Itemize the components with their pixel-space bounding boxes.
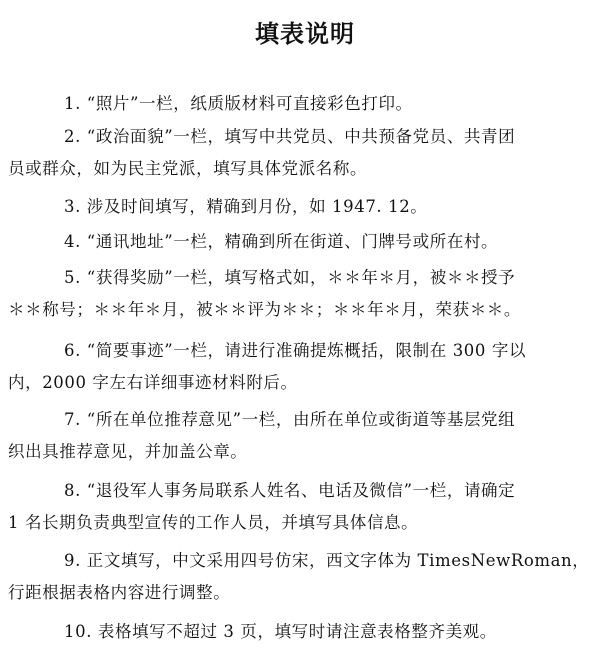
item-line: ＊＊称号；＊＊年＊月，被＊＊评为＊＊；＊＊年＊月，荣获＊＊。 xyxy=(8,300,521,319)
instruction-item-8 xyxy=(8,475,602,539)
instruction-item-3 xyxy=(8,191,602,223)
item-line: 1 名长期负责典型宣传的工作人员，并填写具体信息。 xyxy=(8,513,419,532)
item-line: 4. “通讯地址”一栏，精确到所在街道、门牌号或所在村。 xyxy=(64,232,499,251)
instruction-item-1 xyxy=(8,88,602,120)
instruction-item-6 xyxy=(8,335,602,399)
instruction-item-9 xyxy=(8,545,602,609)
instruction-item-2 xyxy=(8,121,602,185)
item-line: 7. “所在单位推荐意见”一栏，由所在单位或街道等基层党组 xyxy=(64,410,516,429)
instruction-item-4 xyxy=(8,226,602,258)
item-line: 行距根据表格内容进行调整。 xyxy=(8,583,231,602)
item-line: 1. “照片”一栏，纸质版材料可直接彩色打印。 xyxy=(64,94,413,113)
instruction-item-10 xyxy=(8,616,602,648)
item-line: 8. “退役军人事务局联系人姓名、电话及微信”一栏，请确定 xyxy=(64,481,516,500)
item-line: 6. “简要事迹”一栏，请进行准确提炼概括，限制在 300 字以 xyxy=(64,341,527,360)
item-line: 2. “政治面貌”一栏，填写中共党员、中共预备党员、共青团 xyxy=(64,127,516,146)
item-line: 10. 表格填写不超过 3 页，填写时请注意表格整齐美观。 xyxy=(64,622,497,641)
page-title: 填表说明 xyxy=(255,19,355,48)
instruction-item-5 xyxy=(8,262,602,326)
item-line: 9. 正文填写，中文采用四号仿宋，西文字体为 TimesNewRoman， xyxy=(64,551,590,570)
item-line: 内，2000 字左右详细事迹材料附后。 xyxy=(8,373,298,392)
item-line: 3. 涉及时间填写，精确到月份，如 1947. 12。 xyxy=(64,197,428,216)
item-line: 员或群众，如为民主党派，填写具体党派名称。 xyxy=(8,159,368,178)
instruction-item-7 xyxy=(8,404,602,468)
item-line: 5. “获得奖励”一栏，填写格式如，＊＊年＊月，被＊＊授予 xyxy=(64,268,516,287)
item-line: 织出具推荐意见，并加盖公章。 xyxy=(8,442,248,461)
